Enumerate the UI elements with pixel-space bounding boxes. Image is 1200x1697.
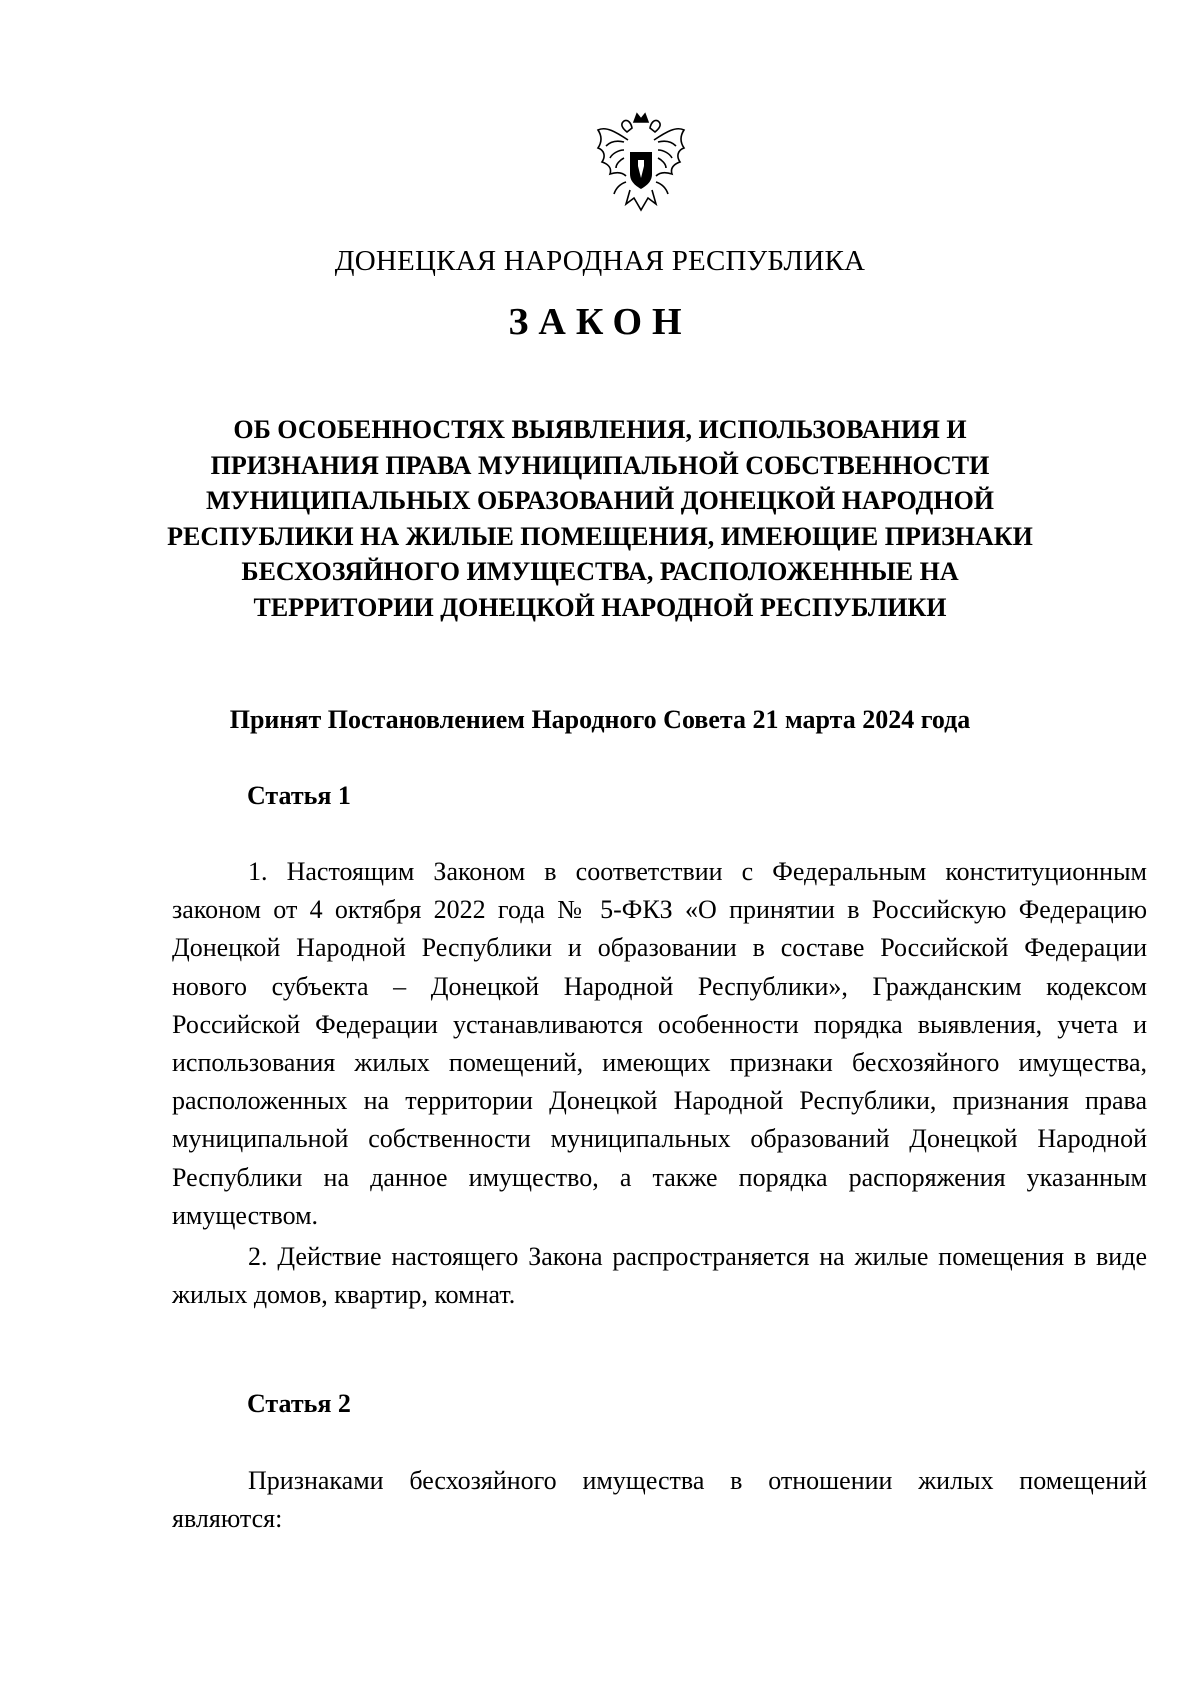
document-type: ЗАКОН [508,301,692,343]
article-2-heading: Статья 2 [247,1389,351,1418]
coat-of-arms-emblem [594,112,688,218]
article-1-heading: Статья 1 [247,781,351,810]
law-title: ОБ ОСОБЕННОСТЯХ ВЫЯВЛЕНИЯ, ИСПОЛЬЗОВАНИЯ И ПРИЗНАНИЯ ПРАВА МУНИЦИПАЛЬНОЙ СОБСТВЕННОСТИ МУНИЦИПАЛЬНЫХ ОБРАЗОВАНИЙ ДОНЕЦКОЙ НАРОДНОЙ РЕСПУБЛИКИ НА ЖИЛЫЕ ПОМЕЩЕНИЯ, ИМЕЮЩИЕ ПРИЗНАКИ БЕСХОЗЯЙНОГО ИМУЩЕСТВА, РАСПОЛОЖЕННЫЕ НА ТЕРРИТОРИИ ДОНЕЦКОЙ НАРОДНОЙ РЕСПУБЛИКИ [167,415,1033,622]
article-1-paragraph-1: 1. Настоящим Законом в соответствии с Федеральным конституционным законом от 4 октября 2022 года № 5-ФКЗ «О принятии в Российскую Федерацию Донецкой Народной Республики и образовании в составе Российской Федерации нового субъекта – Донецкой Народной Республики», Гражданским кодексом Российской Федерации устанавливаются особенности порядка выявления, учета и использования жилых помещений, имеющих признаки бесхозяйного имущества, расположенных на территории Донецкой Народной Республики, признания права муниципальной собственности муниципальных образований Донецкой Народной Республики на данное имущество, а также порядка распоряжения указанным имуществом. [172,857,1147,1230]
republic-name: ДОНЕЦКАЯ НАРОДНАЯ РЕСПУБЛИКА [334,245,866,277]
adoption-line: Принят Постановлением Народного Совета 21 марта 2024 года [229,705,971,734]
article-1-paragraph-2: 2. Действие настоящего Закона распространяется на жилые помещения в виде жилых домов, квартир, комнат. [172,1242,1147,1310]
article-2-paragraph-1: Признаками бесхозяйного имущества в отношении жилых помещений являются: [172,1466,1147,1534]
